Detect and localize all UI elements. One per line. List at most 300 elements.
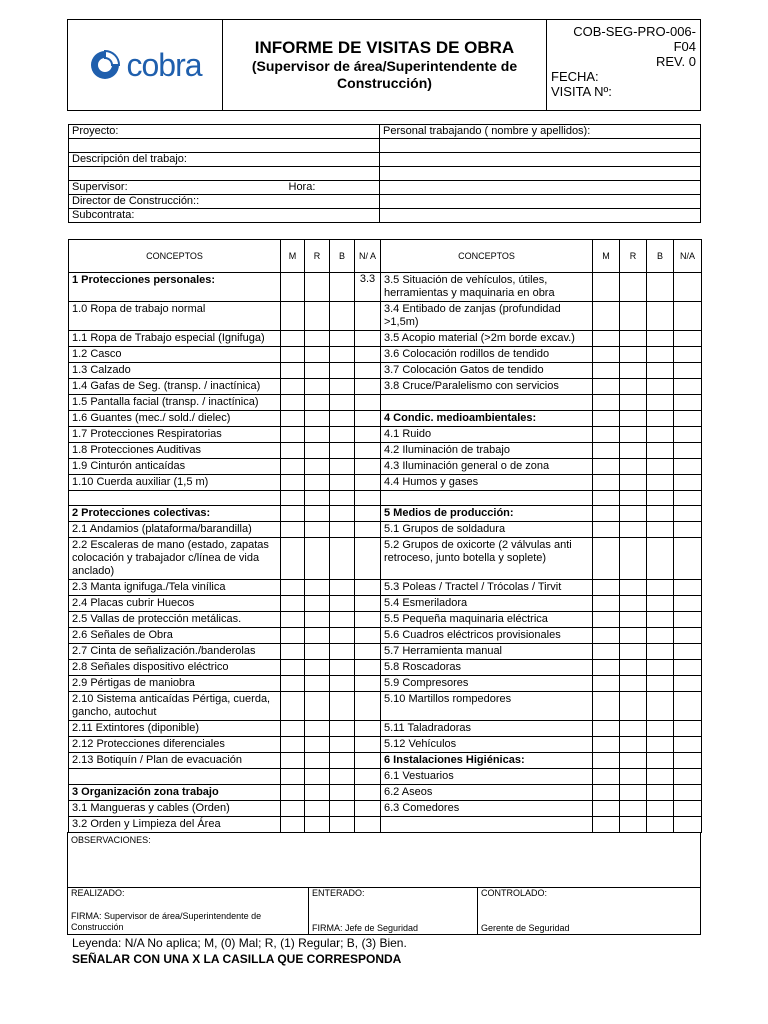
m-checkbox[interactable] [593, 721, 620, 737]
b-checkbox[interactable] [647, 347, 674, 363]
checklist-row [69, 644, 702, 660]
concept-right: 5.3 Poleas / Tractel / Trócolas / Tirvit [381, 580, 593, 596]
na-checkbox[interactable] [674, 347, 702, 363]
r-checkbox[interactable] [305, 721, 330, 737]
m-checkbox[interactable] [593, 363, 620, 379]
r-checkbox[interactable] [620, 379, 647, 395]
r-checkbox[interactable] [620, 491, 647, 506]
r-checkbox[interactable] [305, 347, 330, 363]
na-checkbox[interactable] [355, 522, 381, 538]
b-checkbox[interactable] [647, 475, 674, 491]
concept-left: 2.6 Señales de Obra [69, 628, 281, 644]
na-checkbox[interactable] [355, 753, 381, 769]
b-checkbox[interactable] [330, 395, 355, 411]
na-checkbox[interactable] [674, 538, 702, 580]
na-checkbox[interactable] [355, 721, 381, 737]
m-checkbox[interactable] [281, 491, 305, 506]
blank-field[interactable] [380, 195, 701, 209]
b-checkbox[interactable] [330, 692, 355, 721]
na-checkbox[interactable] [355, 596, 381, 612]
na-checkbox[interactable] [355, 459, 381, 475]
na-checkbox[interactable] [355, 580, 381, 596]
b-checkbox[interactable] [330, 522, 355, 538]
r-checkbox[interactable] [620, 538, 647, 580]
checklist-row [69, 347, 702, 363]
na-checkbox[interactable] [674, 273, 702, 302]
m-checkbox[interactable] [593, 676, 620, 692]
na-checkbox[interactable] [355, 769, 381, 785]
blank-field[interactable] [380, 139, 701, 153]
m-header: M [593, 240, 620, 273]
m-checkbox[interactable] [281, 580, 305, 596]
r-checkbox[interactable] [305, 801, 330, 817]
m-checkbox[interactable] [593, 753, 620, 769]
m-checkbox[interactable] [281, 644, 305, 660]
m-checkbox[interactable] [593, 427, 620, 443]
b-checkbox[interactable] [647, 379, 674, 395]
logo-cell [68, 20, 223, 111]
r-checkbox[interactable] [305, 580, 330, 596]
r-checkbox[interactable] [305, 692, 330, 721]
m-checkbox[interactable] [281, 817, 305, 833]
r-checkbox[interactable] [620, 427, 647, 443]
r-checkbox[interactable] [620, 302, 647, 331]
r-checkbox[interactable] [305, 379, 330, 395]
b-checkbox[interactable] [330, 817, 355, 833]
r-checkbox[interactable] [620, 692, 647, 721]
na-checkbox[interactable] [355, 443, 381, 459]
r-checkbox[interactable] [305, 660, 330, 676]
concept-left: 3.2 Orden y Limpieza del Área [69, 817, 281, 833]
r-checkbox[interactable] [305, 411, 330, 427]
m-checkbox[interactable] [281, 596, 305, 612]
na-checkbox[interactable] [355, 737, 381, 753]
m-checkbox[interactable] [281, 785, 305, 801]
m-checkbox[interactable] [593, 580, 620, 596]
m-checkbox[interactable] [281, 721, 305, 737]
b-checkbox[interactable] [647, 692, 674, 721]
checklist-row [69, 737, 702, 753]
na-checkbox[interactable] [674, 580, 702, 596]
na-checkbox[interactable] [674, 379, 702, 395]
na-checkbox[interactable] [355, 379, 381, 395]
m-checkbox[interactable] [593, 443, 620, 459]
b-checkbox[interactable] [647, 302, 674, 331]
r-checkbox[interactable] [620, 443, 647, 459]
na-checkbox[interactable] [674, 628, 702, 644]
b-checkbox[interactable] [647, 737, 674, 753]
na-checkbox[interactable] [355, 628, 381, 644]
r-checkbox[interactable] [620, 459, 647, 475]
m-checkbox[interactable] [593, 644, 620, 660]
r-checkbox[interactable] [620, 411, 647, 427]
na-checkbox[interactable] [355, 676, 381, 692]
m-checkbox[interactable] [593, 522, 620, 538]
r-checkbox[interactable] [305, 785, 330, 801]
m-checkbox[interactable] [593, 475, 620, 491]
m-checkbox[interactable] [281, 612, 305, 628]
logo-text: cobra [126, 46, 202, 83]
r-checkbox[interactable] [305, 506, 330, 522]
b-checkbox[interactable] [647, 644, 674, 660]
director-field[interactable]: Director de Construcción:: [69, 195, 380, 209]
b-checkbox[interactable] [330, 538, 355, 580]
r-checkbox[interactable] [305, 753, 330, 769]
b-checkbox[interactable] [330, 491, 355, 506]
r-checkbox[interactable] [620, 721, 647, 737]
b-checkbox[interactable] [647, 331, 674, 347]
firma-supervisor-label: FIRMA: Supervisor de área/Superintendente de Construcción [71, 911, 262, 932]
m-checkbox[interactable] [281, 331, 305, 347]
b-checkbox[interactable] [330, 347, 355, 363]
b-checkbox[interactable] [647, 801, 674, 817]
concept-left: 2.9 Pértigas de maniobra [69, 676, 281, 692]
b-checkbox[interactable] [330, 427, 355, 443]
na-checkbox[interactable] [674, 785, 702, 801]
b-checkbox[interactable] [647, 753, 674, 769]
controlado-cell[interactable] [478, 888, 701, 935]
b-header: B [647, 240, 674, 273]
m-checkbox[interactable] [281, 443, 305, 459]
concept-right: 3.6 Colocación rodillos de tendido [381, 347, 593, 363]
na-checkbox[interactable] [674, 737, 702, 753]
m-checkbox[interactable] [593, 331, 620, 347]
b-checkbox[interactable] [330, 612, 355, 628]
na-checkbox[interactable] [355, 427, 381, 443]
descripcion-field[interactable]: Descripción del trabajo: [69, 153, 380, 167]
b-checkbox[interactable] [330, 644, 355, 660]
na-checkbox[interactable] [355, 491, 381, 506]
na-checkbox[interactable] [674, 522, 702, 538]
na-checkbox[interactable] [674, 612, 702, 628]
r-checkbox[interactable] [305, 522, 330, 538]
na-checkbox[interactable] [674, 676, 702, 692]
m-checkbox[interactable] [593, 801, 620, 817]
na-checkbox[interactable] [674, 395, 702, 411]
na-checkbox[interactable] [355, 411, 381, 427]
r-checkbox[interactable] [620, 347, 647, 363]
r-checkbox[interactable] [305, 302, 330, 331]
na-checkbox[interactable] [674, 769, 702, 785]
r-checkbox[interactable] [620, 522, 647, 538]
r-checkbox[interactable] [305, 676, 330, 692]
b-checkbox[interactable] [647, 363, 674, 379]
na-checkbox[interactable] [674, 491, 702, 506]
r-checkbox[interactable] [620, 644, 647, 660]
b-checkbox[interactable] [330, 753, 355, 769]
r-checkbox[interactable] [620, 506, 647, 522]
checklist-row [69, 538, 702, 580]
m-checkbox[interactable] [593, 596, 620, 612]
m-checkbox[interactable] [281, 475, 305, 491]
b-checkbox[interactable] [330, 363, 355, 379]
concept-right: 3.8 Cruce/Paralelismo con servicios [381, 379, 593, 395]
na-checkbox[interactable] [355, 331, 381, 347]
concept-right: 3.7 Colocación Gatos de tendido [381, 363, 593, 379]
b-checkbox[interactable] [647, 676, 674, 692]
na-checkbox[interactable] [674, 459, 702, 475]
b-checkbox[interactable] [647, 580, 674, 596]
m-checkbox[interactable] [593, 769, 620, 785]
b-checkbox[interactable] [330, 737, 355, 753]
na-checkbox[interactable] [674, 596, 702, 612]
na-checkbox[interactable] [674, 411, 702, 427]
na-checkbox[interactable] [674, 302, 702, 331]
b-checkbox[interactable] [647, 506, 674, 522]
na-checkbox[interactable] [355, 363, 381, 379]
r-header: R [620, 240, 647, 273]
na-checkbox[interactable] [355, 644, 381, 660]
m-checkbox[interactable] [593, 628, 620, 644]
b-checkbox[interactable] [647, 612, 674, 628]
m-checkbox[interactable] [593, 273, 620, 302]
concept-right: 3.4 Entibado de zanjas (profundidad >1,5m) [381, 302, 593, 331]
r-checkbox[interactable] [305, 612, 330, 628]
b-checkbox[interactable] [647, 427, 674, 443]
checklist-header-row [69, 240, 702, 273]
b-checkbox[interactable] [647, 628, 674, 644]
m-checkbox[interactable] [593, 785, 620, 801]
b-checkbox[interactable] [330, 785, 355, 801]
b-checkbox[interactable] [330, 628, 355, 644]
b-checkbox[interactable] [647, 273, 674, 302]
blank-field[interactable] [380, 153, 701, 167]
r-checkbox[interactable] [620, 331, 647, 347]
na-checkbox[interactable] [355, 785, 381, 801]
concept-right: 3.5 Acopio material (>2m borde excav.) [381, 331, 593, 347]
b-checkbox[interactable] [647, 596, 674, 612]
b-checkbox[interactable] [647, 443, 674, 459]
r-checkbox[interactable] [620, 817, 647, 833]
r-checkbox[interactable] [305, 273, 330, 302]
m-checkbox[interactable] [593, 612, 620, 628]
r-checkbox[interactable] [305, 427, 330, 443]
r-checkbox[interactable] [305, 395, 330, 411]
r-checkbox[interactable] [305, 628, 330, 644]
b-checkbox[interactable] [647, 721, 674, 737]
na-checkbox[interactable] [674, 443, 702, 459]
blank-field[interactable] [380, 167, 701, 181]
m-checkbox[interactable] [281, 801, 305, 817]
r-checkbox[interactable] [305, 644, 330, 660]
b-checkbox[interactable] [330, 596, 355, 612]
b-checkbox[interactable] [330, 721, 355, 737]
r-checkbox[interactable] [620, 660, 647, 676]
m-checkbox[interactable] [281, 538, 305, 580]
b-checkbox[interactable] [330, 302, 355, 331]
r-checkbox[interactable] [305, 596, 330, 612]
na-checkbox[interactable] [355, 538, 381, 580]
na-checkbox[interactable] [674, 801, 702, 817]
observations-table [67, 832, 701, 935]
na-checkbox[interactable] [674, 475, 702, 491]
na-checkbox[interactable] [355, 660, 381, 676]
na-checkbox[interactable]: 3.3 [355, 273, 381, 302]
r-checkbox[interactable] [620, 753, 647, 769]
controlado-label: CONTROLADO: [481, 888, 548, 898]
r-checkbox[interactable] [620, 676, 647, 692]
m-checkbox[interactable] [281, 379, 305, 395]
m-checkbox[interactable] [281, 395, 305, 411]
checklist-row [69, 769, 702, 785]
r-checkbox[interactable] [305, 491, 330, 506]
b-checkbox[interactable] [330, 475, 355, 491]
m-checkbox[interactable] [593, 737, 620, 753]
blank-field[interactable] [69, 139, 380, 153]
concept-left: 3.1 Mangueras y cables (Orden) [69, 801, 281, 817]
m-checkbox[interactable] [593, 506, 620, 522]
r-checkbox[interactable] [620, 628, 647, 644]
m-checkbox[interactable] [281, 459, 305, 475]
b-checkbox[interactable] [330, 331, 355, 347]
blank-field[interactable] [380, 209, 701, 223]
m-checkbox[interactable] [593, 538, 620, 580]
b-checkbox[interactable] [647, 491, 674, 506]
m-checkbox[interactable] [281, 692, 305, 721]
na-checkbox[interactable] [355, 395, 381, 411]
m-checkbox[interactable] [281, 737, 305, 753]
m-checkbox[interactable] [593, 459, 620, 475]
b-checkbox[interactable] [647, 522, 674, 538]
r-checkbox[interactable] [620, 596, 647, 612]
na-checkbox[interactable] [355, 347, 381, 363]
m-checkbox[interactable] [593, 817, 620, 833]
b-checkbox[interactable] [330, 379, 355, 395]
r-checkbox[interactable] [305, 475, 330, 491]
na-checkbox[interactable] [674, 660, 702, 676]
na-checkbox[interactable] [355, 801, 381, 817]
r-checkbox[interactable] [620, 273, 647, 302]
m-checkbox[interactable] [281, 273, 305, 302]
na-checkbox[interactable] [355, 302, 381, 331]
m-checkbox[interactable] [593, 692, 620, 721]
m-checkbox[interactable] [593, 379, 620, 395]
na-checkbox[interactable] [355, 475, 381, 491]
na-checkbox[interactable] [674, 644, 702, 660]
na-checkbox[interactable] [674, 692, 702, 721]
b-header: B [330, 240, 355, 273]
r-checkbox[interactable] [620, 363, 647, 379]
r-checkbox[interactable] [620, 612, 647, 628]
b-checkbox[interactable] [330, 801, 355, 817]
b-checkbox[interactable] [647, 769, 674, 785]
r-checkbox[interactable] [305, 769, 330, 785]
blank-field[interactable] [69, 167, 380, 181]
m-checkbox[interactable] [281, 628, 305, 644]
b-checkbox[interactable] [647, 411, 674, 427]
na-checkbox[interactable] [674, 331, 702, 347]
concept-right: 3.5 Situación de vehículos, útiles, herramientas y maquinaria en obra [381, 273, 593, 302]
na-checkbox[interactable] [355, 506, 381, 522]
r-checkbox[interactable] [305, 459, 330, 475]
na-checkbox[interactable] [355, 692, 381, 721]
na-checkbox[interactable] [355, 612, 381, 628]
b-checkbox[interactable] [330, 443, 355, 459]
m-checkbox[interactable] [281, 302, 305, 331]
b-checkbox[interactable] [647, 660, 674, 676]
na-checkbox[interactable] [674, 753, 702, 769]
b-checkbox[interactable] [330, 660, 355, 676]
m-checkbox[interactable] [593, 302, 620, 331]
enterado-label: ENTERADO: [312, 888, 365, 898]
m-checkbox[interactable] [281, 676, 305, 692]
b-checkbox[interactable] [330, 273, 355, 302]
m-checkbox[interactable] [281, 753, 305, 769]
na-checkbox[interactable] [674, 506, 702, 522]
personal-field[interactable]: Personal trabajando ( nombre y apellidos): [380, 125, 701, 139]
m-checkbox[interactable] [281, 769, 305, 785]
b-checkbox[interactable] [647, 459, 674, 475]
r-checkbox[interactable] [305, 443, 330, 459]
b-checkbox[interactable] [330, 459, 355, 475]
m-checkbox[interactable] [593, 347, 620, 363]
m-checkbox[interactable] [593, 660, 620, 676]
b-checkbox[interactable] [647, 817, 674, 833]
m-checkbox[interactable] [281, 660, 305, 676]
r-checkbox[interactable] [620, 785, 647, 801]
r-checkbox[interactable] [305, 331, 330, 347]
enterado-cell[interactable] [309, 888, 478, 935]
b-checkbox[interactable] [647, 785, 674, 801]
m-checkbox[interactable] [593, 395, 620, 411]
m-checkbox[interactable] [281, 363, 305, 379]
m-checkbox[interactable] [281, 347, 305, 363]
subcontrata-field[interactable]: Subcontrata: [69, 209, 380, 223]
realizado-cell[interactable] [68, 888, 309, 935]
na-checkbox[interactable] [674, 721, 702, 737]
r-checkbox[interactable] [620, 737, 647, 753]
concept-right: 4.1 Ruido [381, 427, 593, 443]
na-checkbox[interactable] [674, 817, 702, 833]
r-checkbox[interactable] [620, 475, 647, 491]
m-checkbox[interactable] [281, 506, 305, 522]
r-checkbox[interactable] [620, 769, 647, 785]
b-checkbox[interactable] [330, 580, 355, 596]
b-checkbox[interactable] [330, 411, 355, 427]
r-checkbox[interactable] [305, 737, 330, 753]
r-checkbox[interactable] [305, 817, 330, 833]
observaciones-field[interactable] [68, 833, 701, 888]
r-checkbox[interactable] [620, 395, 647, 411]
supervisor-field[interactable] [69, 181, 380, 195]
form-subtitle: (Supervisor de área/Superintendente de Construcción) [251, 58, 518, 91]
r-checkbox[interactable] [620, 580, 647, 596]
checklist-row [69, 379, 702, 395]
b-checkbox[interactable] [647, 538, 674, 580]
concept-right: 4.3 Iluminación general o de zona [381, 459, 593, 475]
na-header: N/A [674, 240, 702, 273]
na-checkbox[interactable] [355, 817, 381, 833]
na-checkbox[interactable] [674, 427, 702, 443]
concept-left: 1.6 Guantes (mec./ sold./ dielec) [69, 411, 281, 427]
r-checkbox[interactable] [305, 363, 330, 379]
m-checkbox[interactable] [281, 427, 305, 443]
blank-field[interactable] [380, 181, 701, 195]
supervisor-label: Supervisor: [72, 181, 128, 193]
m-checkbox[interactable] [593, 411, 620, 427]
b-checkbox[interactable] [330, 676, 355, 692]
proyecto-field[interactable]: Proyecto: [69, 125, 380, 139]
r-checkbox[interactable] [305, 538, 330, 580]
b-checkbox[interactable] [647, 395, 674, 411]
b-checkbox[interactable] [330, 506, 355, 522]
na-checkbox[interactable] [674, 363, 702, 379]
m-checkbox[interactable] [281, 411, 305, 427]
r-checkbox[interactable] [620, 801, 647, 817]
m-checkbox[interactable] [281, 522, 305, 538]
b-checkbox[interactable] [330, 769, 355, 785]
m-checkbox[interactable] [593, 491, 620, 506]
